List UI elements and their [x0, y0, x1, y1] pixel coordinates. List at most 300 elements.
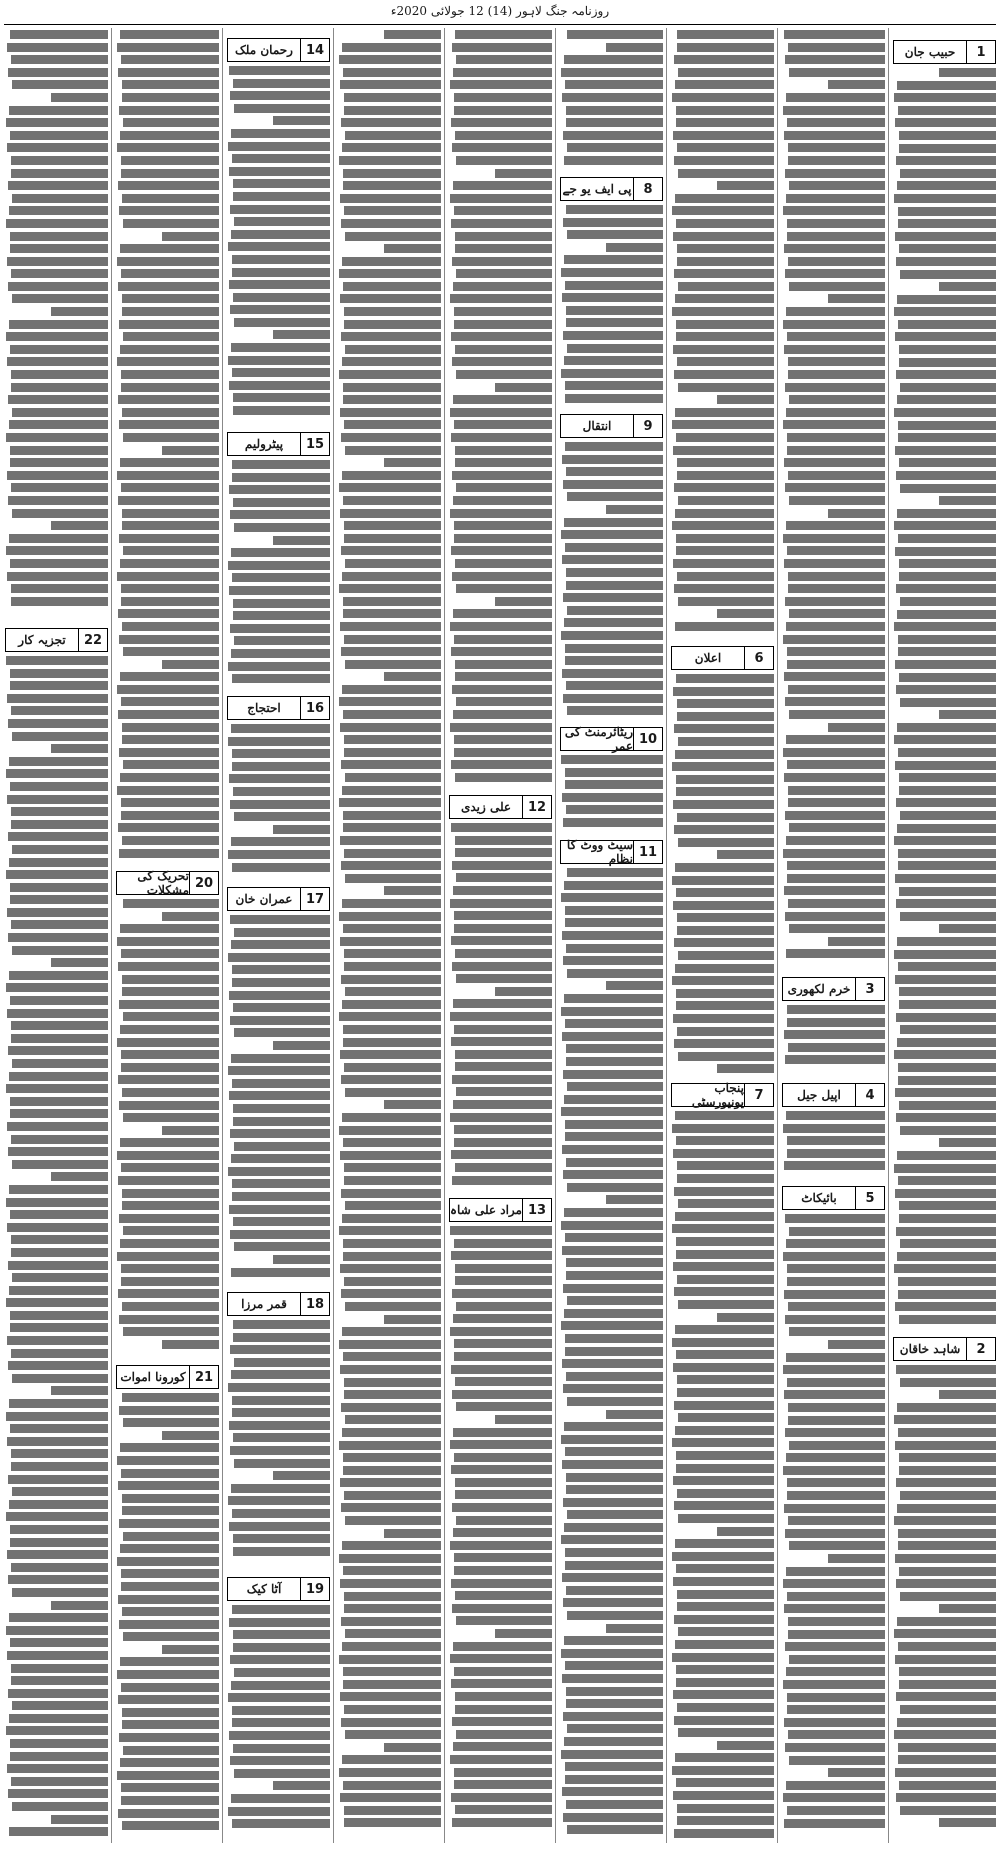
text-line — [117, 1771, 219, 1780]
text-line — [788, 685, 885, 694]
text-line — [6, 1726, 108, 1735]
text-line — [567, 143, 663, 152]
text-line — [828, 1554, 885, 1563]
text-line — [566, 1485, 663, 1494]
text-line — [899, 1567, 996, 1576]
text-line — [785, 811, 885, 820]
text-line — [452, 471, 552, 480]
text-line — [341, 1289, 441, 1298]
text-line — [787, 1136, 885, 1145]
text-line — [456, 55, 552, 64]
text-line — [343, 68, 441, 77]
text-line — [119, 1733, 219, 1742]
text-line — [229, 1731, 330, 1740]
text-line — [10, 1638, 108, 1647]
text-line — [11, 169, 108, 178]
text-line — [232, 1605, 330, 1614]
text-line — [232, 268, 330, 277]
text-line — [341, 546, 441, 555]
text-line — [565, 1775, 663, 1784]
text-line — [344, 1592, 441, 1601]
story-body — [227, 724, 330, 881]
story-title: حبیب جان — [904, 45, 956, 59]
text-line — [273, 1041, 330, 1050]
text-line — [828, 509, 885, 518]
text-line — [117, 786, 219, 795]
text-line — [895, 1189, 996, 1198]
text-line — [10, 446, 108, 455]
text-line — [118, 1809, 219, 1818]
text-line — [343, 1466, 441, 1475]
text-line — [123, 760, 219, 769]
text-line — [675, 1212, 774, 1221]
text-line — [674, 1615, 774, 1624]
text-line — [340, 1692, 441, 1701]
text-line — [676, 534, 774, 543]
text-line — [453, 710, 552, 719]
text-line — [342, 1642, 441, 1651]
text-line — [565, 1762, 663, 1771]
text-line — [785, 269, 885, 278]
text-line — [454, 1768, 552, 1777]
text-line — [232, 1179, 330, 1188]
text-line — [12, 946, 108, 955]
text-line — [564, 518, 663, 527]
text-line — [122, 1506, 219, 1515]
story-body — [5, 30, 108, 622]
text-line — [674, 1287, 774, 1296]
text-line — [896, 257, 996, 266]
text-line — [566, 805, 663, 814]
text-line — [121, 156, 219, 165]
text-line — [234, 217, 330, 226]
text-line — [10, 131, 108, 140]
text-line — [342, 43, 441, 52]
text-line — [231, 1484, 330, 1493]
text-line — [233, 293, 330, 302]
story-header — [227, 1577, 330, 1601]
text-line — [787, 1478, 885, 1487]
text-line — [675, 509, 774, 518]
text-line — [344, 1063, 441, 1072]
text-line — [122, 1720, 219, 1729]
story-number: 1 — [966, 41, 995, 63]
text-line — [567, 1611, 663, 1620]
text-line — [566, 1271, 663, 1280]
text-line — [939, 1390, 996, 1399]
text-line — [786, 408, 885, 417]
text-line — [451, 118, 552, 127]
text-line — [899, 1680, 996, 1689]
text-line — [232, 1706, 330, 1715]
text-line — [676, 1250, 774, 1259]
text-line — [342, 257, 441, 266]
text-line — [234, 1668, 330, 1677]
text-line — [454, 635, 552, 644]
text-line — [9, 1072, 108, 1081]
text-line — [7, 143, 108, 152]
text-line — [343, 1138, 441, 1147]
text-line — [119, 320, 219, 329]
text-line — [273, 330, 330, 339]
story-body — [560, 442, 663, 722]
text-line — [11, 807, 108, 816]
text-line — [455, 1490, 552, 1499]
text-line — [121, 1063, 219, 1072]
text-line — [228, 1496, 330, 1505]
text-line — [678, 496, 774, 505]
text-line — [123, 899, 219, 908]
text-line — [343, 1025, 441, 1034]
text-line — [8, 1475, 108, 1484]
text-line — [121, 1469, 219, 1478]
text-line — [562, 669, 663, 678]
text-line — [231, 548, 330, 557]
text-line — [117, 1670, 219, 1679]
text-line — [454, 534, 552, 543]
text-line — [343, 1667, 441, 1676]
text-line — [345, 1201, 441, 1210]
text-line — [6, 433, 108, 442]
text-line — [230, 1756, 330, 1765]
text-line — [231, 1681, 330, 1690]
text-line — [9, 106, 108, 115]
text-line — [563, 1712, 663, 1721]
text-line — [564, 1737, 663, 1746]
text-line — [561, 1221, 663, 1230]
text-line — [340, 1365, 441, 1374]
story-title: اعلان — [694, 651, 722, 665]
text-line — [340, 1151, 441, 1160]
text-line — [122, 723, 219, 732]
text-line — [562, 1460, 663, 1469]
text-line — [678, 383, 774, 392]
text-line — [451, 1579, 552, 1588]
text-line — [452, 143, 552, 152]
story-number: 2 — [966, 1338, 995, 1360]
text-line — [232, 368, 330, 377]
text-line — [120, 1138, 219, 1147]
text-line — [787, 1018, 885, 1027]
text-line — [563, 1070, 663, 1079]
text-line — [717, 181, 774, 190]
text-line — [898, 1743, 996, 1752]
text-line — [784, 30, 885, 39]
text-line — [677, 43, 774, 52]
text-line — [119, 106, 219, 115]
text-line — [828, 294, 885, 303]
text-line — [784, 345, 885, 354]
text-line — [340, 1264, 441, 1273]
text-line — [789, 1655, 885, 1664]
text-line — [895, 1554, 996, 1563]
text-line — [678, 1728, 774, 1737]
text-line — [8, 282, 108, 291]
text-line — [673, 1476, 774, 1485]
text-line — [678, 737, 774, 746]
text-line — [567, 1825, 663, 1834]
text-line — [455, 1050, 552, 1059]
text-line — [162, 1645, 219, 1654]
text-line — [341, 1189, 441, 1198]
text-line — [273, 116, 330, 125]
text-line — [339, 912, 441, 921]
text-line — [344, 320, 441, 329]
text-line — [230, 1345, 330, 1354]
text-line — [785, 1642, 885, 1651]
text-line — [788, 471, 885, 480]
text-line — [565, 543, 663, 552]
text-line — [231, 1794, 330, 1803]
text-line — [117, 937, 219, 946]
text-line — [672, 1124, 774, 1133]
text-line — [456, 1516, 552, 1525]
text-line — [345, 1415, 441, 1424]
text-line — [162, 912, 219, 921]
text-line — [9, 1500, 108, 1509]
story-body — [449, 823, 552, 1193]
text-line — [677, 30, 774, 39]
text-line — [6, 1512, 108, 1521]
text-line — [566, 205, 663, 214]
text-line — [452, 1289, 552, 1298]
text-line — [674, 370, 774, 379]
text-line — [229, 774, 330, 783]
text-line — [561, 1649, 663, 1658]
text-line — [787, 647, 885, 656]
text-line — [896, 1579, 996, 1588]
text-line — [234, 1142, 330, 1151]
text-line — [895, 874, 996, 883]
text-line — [339, 697, 441, 706]
text-line — [899, 1101, 996, 1110]
text-line — [11, 920, 108, 929]
text-line — [565, 780, 663, 789]
text-line — [341, 861, 441, 870]
text-line — [899, 358, 996, 367]
text-line — [898, 1277, 996, 1286]
text-line — [676, 320, 774, 329]
text-line — [10, 1752, 108, 1761]
text-line — [123, 118, 219, 127]
text-line — [455, 345, 552, 354]
text-line — [230, 1655, 330, 1664]
text-line — [567, 1183, 663, 1192]
text-line — [450, 1327, 552, 1336]
text-line — [7, 572, 108, 581]
text-line — [384, 458, 441, 467]
text-line — [121, 798, 219, 807]
text-line — [561, 1435, 663, 1444]
text-line — [273, 1781, 330, 1790]
text-line — [456, 584, 552, 593]
text-line — [678, 838, 774, 847]
text-line — [273, 1471, 330, 1480]
text-line — [452, 1604, 552, 1613]
text-line — [562, 1787, 663, 1796]
text-line — [894, 1264, 996, 1273]
text-line — [783, 849, 885, 858]
story-body — [560, 868, 663, 1843]
text-line — [895, 547, 996, 556]
text-line — [565, 1132, 663, 1141]
text-line — [898, 849, 996, 858]
text-line — [567, 1397, 663, 1406]
text-line — [566, 118, 663, 127]
text-line — [162, 446, 219, 455]
text-line — [229, 485, 330, 494]
text-line — [676, 219, 774, 228]
text-line — [341, 975, 441, 984]
text-line — [899, 1214, 996, 1223]
text-line — [894, 93, 996, 102]
text-line — [455, 458, 552, 467]
text-line — [452, 572, 552, 581]
text-line — [899, 887, 996, 896]
text-line — [454, 911, 552, 920]
story-header — [449, 795, 552, 819]
text-line — [118, 68, 219, 77]
text-line — [11, 1034, 108, 1043]
text-line — [563, 1813, 663, 1822]
text-line — [673, 1791, 774, 1800]
text-line — [785, 912, 885, 921]
story-body — [782, 1005, 885, 1079]
text-line — [674, 1187, 774, 1196]
text-line — [384, 1743, 441, 1752]
story-title: پی ایف یو جے — [562, 182, 632, 196]
text-line — [117, 572, 219, 581]
text-line — [117, 1557, 219, 1566]
text-line — [450, 194, 552, 203]
text-line — [123, 1532, 219, 1541]
text-line — [456, 1402, 552, 1411]
text-line — [566, 568, 663, 577]
text-line — [10, 345, 108, 354]
text-line — [566, 944, 663, 953]
text-line — [343, 609, 441, 618]
text-line — [7, 43, 108, 52]
text-line — [785, 1315, 885, 1324]
text-line — [567, 344, 663, 353]
text-line — [229, 1421, 330, 1430]
masthead — [0, 0, 1000, 22]
text-line — [677, 1489, 774, 1498]
text-line — [384, 672, 441, 681]
text-line — [119, 1000, 219, 1009]
text-line — [898, 106, 996, 115]
text-line — [898, 1755, 996, 1764]
text-line — [10, 1525, 108, 1534]
text-line — [896, 1692, 996, 1701]
text-line — [563, 1498, 663, 1507]
text-line — [7, 1651, 108, 1660]
text-line — [451, 936, 552, 945]
text-line — [10, 1739, 108, 1748]
text-line — [345, 345, 441, 354]
text-line — [122, 1821, 219, 1830]
text-line — [897, 81, 996, 90]
text-line — [673, 345, 774, 354]
text-line — [12, 408, 108, 417]
text-line — [51, 958, 108, 967]
text-line — [8, 1361, 108, 1370]
text-line — [454, 1352, 552, 1361]
text-line — [232, 1396, 330, 1405]
text-line — [384, 244, 441, 253]
text-line — [6, 1084, 108, 1093]
text-line — [894, 622, 996, 631]
text-line — [566, 1158, 663, 1167]
text-line — [343, 597, 441, 606]
text-line — [828, 937, 885, 946]
text-line — [786, 1781, 885, 1790]
text-line — [783, 206, 885, 215]
text-line — [11, 1777, 108, 1786]
text-line — [678, 597, 774, 606]
text-line — [566, 1473, 663, 1482]
text-line — [120, 131, 219, 140]
text-line — [897, 1718, 996, 1727]
text-line — [676, 1001, 774, 1010]
text-line — [6, 983, 108, 992]
text-line — [896, 899, 996, 908]
text-line — [455, 1163, 552, 1172]
text-line — [677, 1602, 774, 1611]
text-line — [11, 1248, 108, 1257]
text-line — [451, 219, 552, 228]
text-line — [784, 458, 885, 467]
text-line — [342, 143, 441, 152]
text-line — [939, 924, 996, 933]
text-line — [606, 1410, 663, 1419]
text-line — [788, 1630, 885, 1639]
story-header — [782, 1186, 885, 1210]
text-line — [123, 1418, 219, 1427]
text-line — [12, 1701, 108, 1710]
text-line — [234, 1028, 330, 1037]
text-line — [228, 953, 330, 962]
text-line — [11, 370, 108, 379]
text-line — [675, 1539, 774, 1548]
text-line — [454, 1125, 552, 1134]
text-line — [339, 55, 441, 64]
text-line — [123, 1327, 219, 1336]
text-line — [234, 1769, 330, 1778]
text-line — [455, 131, 552, 140]
text-line — [453, 1428, 552, 1437]
text-line — [341, 118, 441, 127]
text-line — [455, 1705, 552, 1714]
text-line — [454, 1025, 552, 1034]
text-line — [384, 1100, 441, 1109]
text-line — [122, 521, 219, 530]
text-line — [566, 1800, 663, 1809]
story-header — [782, 977, 885, 1001]
text-line — [451, 1251, 552, 1260]
text-line — [676, 888, 774, 897]
text-line — [120, 1657, 219, 1666]
text-line — [562, 293, 663, 302]
text-line — [452, 357, 552, 366]
text-line — [785, 1055, 885, 1064]
text-line — [676, 775, 774, 784]
text-line — [452, 43, 552, 52]
text-line — [787, 232, 885, 241]
text-line — [340, 408, 441, 417]
text-line — [672, 976, 774, 985]
text-line — [789, 181, 885, 190]
